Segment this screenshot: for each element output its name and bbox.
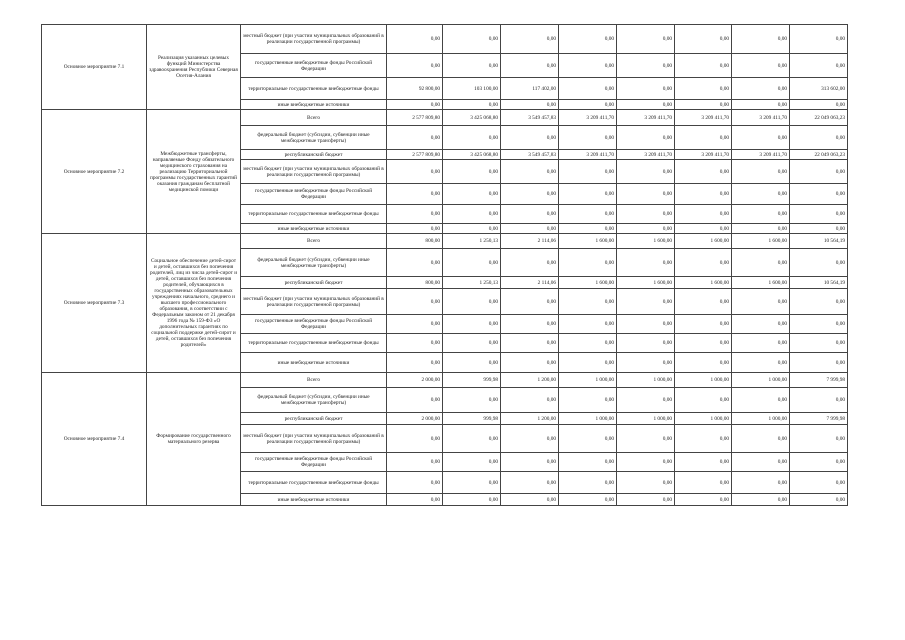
amount-cell: 0,00 — [617, 54, 675, 78]
table-row — [42, 373, 848, 388]
amount-cell: 0,00 — [675, 224, 732, 234]
amount-cell: 1 000,00 — [732, 413, 790, 425]
amount-cell: 0,00 — [732, 205, 790, 224]
amount-cell: 1 000,00 — [559, 413, 617, 425]
funding-source-cell: государственные внебюджетные фонды Российской Федерации — [241, 453, 387, 472]
funding-source-cell: местный бюджет (при участии муниципальных образований в реализации государственной программы) — [241, 25, 387, 54]
amount-cell: 0,00 — [732, 315, 790, 334]
amount-cell: 0,00 — [732, 184, 790, 205]
amount-cell: 0,00 — [790, 224, 848, 234]
amount-cell: 0,00 — [443, 224, 501, 234]
amount-cell: 0,00 — [387, 205, 443, 224]
amount-cell: 1 250,13 — [443, 277, 501, 289]
amount-cell: 1 000,00 — [617, 413, 675, 425]
funding-table — [41, 24, 848, 506]
amount-cell: 0,00 — [675, 249, 732, 277]
amount-cell: 0,00 — [387, 334, 443, 353]
amount-cell: 0,00 — [732, 453, 790, 472]
amount-cell: 0,00 — [559, 249, 617, 277]
amount-cell: 0,00 — [675, 289, 732, 315]
amount-cell: 0,00 — [387, 472, 443, 494]
funding-source-cell: территориальные государственные внебюджетные фонды — [241, 334, 387, 353]
amount-cell: 0,00 — [732, 224, 790, 234]
amount-cell: 0,00 — [501, 425, 559, 453]
amount-cell: 0,00 — [387, 289, 443, 315]
amount-cell: 0,00 — [501, 100, 559, 110]
activity-description-cell: Формирование государственного материального резерва — [147, 373, 241, 506]
amount-cell: 0,00 — [675, 78, 732, 100]
amount-cell: 0,00 — [443, 289, 501, 315]
amount-cell: 1 000,00 — [732, 373, 790, 388]
amount-cell: 0,00 — [501, 453, 559, 472]
amount-cell: 0,00 — [387, 54, 443, 78]
amount-cell: 0,00 — [732, 160, 790, 184]
amount-cell: 0,00 — [617, 25, 675, 54]
amount-cell: 313 602,00 — [790, 78, 848, 100]
amount-cell: 999,98 — [443, 373, 501, 388]
amount-cell: 0,00 — [559, 334, 617, 353]
amount-cell: 0,00 — [790, 160, 848, 184]
amount-cell: 0,00 — [387, 160, 443, 184]
amount-cell: 3 209 411,70 — [732, 110, 790, 126]
amount-cell: 3 209 411,70 — [675, 110, 732, 126]
amount-cell: 0,00 — [559, 315, 617, 334]
activity-name-cell: Основное мероприятие 7.4 — [42, 373, 147, 506]
funding-source-cell: Всего — [241, 110, 387, 126]
amount-cell: 0,00 — [501, 25, 559, 54]
amount-cell: 0,00 — [675, 25, 732, 54]
amount-cell: 0,00 — [387, 353, 443, 373]
amount-cell: 1 600,00 — [675, 234, 732, 249]
amount-cell: 0,00 — [387, 425, 443, 453]
amount-cell: 0,00 — [443, 315, 501, 334]
amount-cell: 0,00 — [790, 425, 848, 453]
amount-cell: 0,00 — [443, 472, 501, 494]
funding-source-cell: федеральный бюджет (субсидии, субвенции иные межбюджетные трансферты) — [241, 249, 387, 277]
amount-cell: 0,00 — [501, 494, 559, 506]
amount-cell: 2 000,00 — [387, 413, 443, 425]
activity-description-cell: Социальное обеспечение детей-сирот и детей, оставшихся без попечения родителей, лиц из числа детей-сирот и детей, оставшихся без попечения родителей, обучающихся в государственных образовательных учреждениях начального, среднего и высшего профессионального образования, в соответствии с Федеральным законом от 21 декабря 1996 года № 159-ФЗ «О дополнительных гарантиях по социальной поддержке детей-сирот и детей, оставшихся без попечения родителей» — [147, 234, 241, 373]
amount-cell: 0,00 — [501, 224, 559, 234]
activity-description-cell: Реализация указанных целевых функций Министерства здравоохранения Республики Северная Осетия-Алания — [147, 25, 241, 110]
amount-cell: 0,00 — [501, 472, 559, 494]
amount-cell: 3 209 411,70 — [617, 110, 675, 126]
amount-cell: 0,00 — [443, 249, 501, 277]
amount-cell: 0,00 — [732, 249, 790, 277]
amount-cell: 0,00 — [443, 453, 501, 472]
amount-cell: 0,00 — [501, 388, 559, 413]
amount-cell: 0,00 — [617, 289, 675, 315]
amount-cell: 0,00 — [559, 289, 617, 315]
amount-cell: 0,00 — [790, 249, 848, 277]
amount-cell: 0,00 — [559, 100, 617, 110]
amount-cell: 7 999,98 — [790, 413, 848, 425]
amount-cell: 0,00 — [443, 100, 501, 110]
activity-name-cell: Основное мероприятие 7.2 — [42, 110, 147, 234]
amount-cell: 0,00 — [675, 54, 732, 78]
amount-cell: 0,00 — [501, 315, 559, 334]
amount-cell: 3 209 411,70 — [559, 110, 617, 126]
amount-cell: 0,00 — [675, 100, 732, 110]
amount-cell: 0,00 — [387, 315, 443, 334]
funding-source-cell: республиканский бюджет — [241, 277, 387, 289]
funding-source-cell: федеральный бюджет (субсидии, субвенции иные межбюджетные трансферты) — [241, 126, 387, 150]
amount-cell: 3 549 457,83 — [501, 110, 559, 126]
amount-cell: 0,00 — [387, 453, 443, 472]
amount-cell: 1 000,00 — [675, 373, 732, 388]
amount-cell: 7 999,98 — [790, 373, 848, 388]
amount-cell: 0,00 — [675, 353, 732, 373]
amount-cell: 0,00 — [501, 249, 559, 277]
funding-source-cell: Всего — [241, 234, 387, 249]
amount-cell: 0,00 — [559, 388, 617, 413]
amount-cell: 0,00 — [790, 184, 848, 205]
amount-cell: 0,00 — [559, 78, 617, 100]
amount-cell: 0,00 — [443, 334, 501, 353]
funding-source-cell: иные внебюджетные источники — [241, 100, 387, 110]
amount-cell: 1 600,00 — [559, 234, 617, 249]
funding-source-cell: иные внебюджетные источники — [241, 224, 387, 234]
amount-cell: 3 209 411,70 — [559, 150, 617, 160]
amount-cell: 1 600,00 — [617, 234, 675, 249]
funding-source-cell: местный бюджет (при участии муниципальных образований в реализации государственной программы) — [241, 289, 387, 315]
amount-cell: 2 114,06 — [501, 277, 559, 289]
funding-source-cell: республиканский бюджет — [241, 150, 387, 160]
amount-cell: 0,00 — [675, 184, 732, 205]
amount-cell: 0,00 — [443, 126, 501, 150]
amount-cell: 0,00 — [559, 453, 617, 472]
amount-cell: 0,00 — [617, 224, 675, 234]
amount-cell: 0,00 — [617, 249, 675, 277]
funding-source-cell: территориальные государственные внебюджетные фонды — [241, 205, 387, 224]
activity-name-cell: Основное мероприятие 7.3 — [42, 234, 147, 373]
amount-cell: 3 549 457,83 — [501, 150, 559, 160]
amount-cell: 0,00 — [387, 126, 443, 150]
amount-cell: 0,00 — [387, 494, 443, 506]
amount-cell: 10 564,19 — [790, 234, 848, 249]
amount-cell: 1 000,00 — [617, 373, 675, 388]
funding-source-cell: местный бюджет (при участии муниципальных образований в реализации государственной программы) — [241, 425, 387, 453]
amount-cell: 0,00 — [559, 160, 617, 184]
amount-cell: 92 800,00 — [387, 78, 443, 100]
funding-source-cell: территориальные государственные внебюджетные фонды — [241, 472, 387, 494]
amount-cell: 0,00 — [790, 289, 848, 315]
funding-source-cell: иные внебюджетные источники — [241, 353, 387, 373]
amount-cell: 0,00 — [790, 472, 848, 494]
amount-cell: 0,00 — [732, 100, 790, 110]
funding-table-body — [42, 25, 848, 506]
amount-cell: 0,00 — [732, 353, 790, 373]
amount-cell: 3 209 411,70 — [675, 150, 732, 160]
amount-cell: 0,00 — [501, 289, 559, 315]
amount-cell: 0,00 — [732, 388, 790, 413]
amount-cell: 2 577 809,80 — [387, 110, 443, 126]
amount-cell: 0,00 — [732, 78, 790, 100]
amount-cell: 0,00 — [617, 334, 675, 353]
amount-cell: 0,00 — [617, 205, 675, 224]
amount-cell: 0,00 — [617, 160, 675, 184]
funding-source-cell: иные внебюджетные источники — [241, 494, 387, 506]
funding-source-cell: Всего — [241, 373, 387, 388]
amount-cell: 0,00 — [790, 353, 848, 373]
amount-cell: 0,00 — [387, 249, 443, 277]
amount-cell: 0,00 — [501, 205, 559, 224]
amount-cell: 999,98 — [443, 413, 501, 425]
amount-cell: 2 000,00 — [387, 373, 443, 388]
amount-cell: 0,00 — [675, 425, 732, 453]
amount-cell: 117 402,00 — [501, 78, 559, 100]
amount-cell: 2 114,06 — [501, 234, 559, 249]
amount-cell: 0,00 — [387, 184, 443, 205]
amount-cell: 0,00 — [617, 353, 675, 373]
amount-cell: 0,00 — [675, 126, 732, 150]
amount-cell: 0,00 — [443, 494, 501, 506]
amount-cell: 0,00 — [443, 160, 501, 184]
amount-cell: 0,00 — [501, 353, 559, 373]
amount-cell: 0,00 — [559, 25, 617, 54]
amount-cell: 0,00 — [675, 160, 732, 184]
amount-cell: 0,00 — [387, 100, 443, 110]
amount-cell: 0,00 — [732, 425, 790, 453]
funding-source-cell: местный бюджет (при участии муниципальных образований в реализации государственной программы) — [241, 160, 387, 184]
amount-cell: 0,00 — [617, 388, 675, 413]
amount-cell: 3 209 411,70 — [732, 150, 790, 160]
table-row — [42, 110, 848, 126]
amount-cell: 0,00 — [501, 160, 559, 184]
amount-cell: 0,00 — [790, 315, 848, 334]
funding-source-cell: федеральный бюджет (субсидии, субвенции иные межбюджетные трансферты) — [241, 388, 387, 413]
amount-cell: 0,00 — [790, 205, 848, 224]
amount-cell: 1 250,13 — [443, 234, 501, 249]
amount-cell: 0,00 — [617, 126, 675, 150]
amount-cell: 0,00 — [617, 425, 675, 453]
amount-cell: 0,00 — [501, 334, 559, 353]
amount-cell: 0,00 — [732, 25, 790, 54]
amount-cell: 0,00 — [559, 205, 617, 224]
amount-cell: 0,00 — [675, 315, 732, 334]
amount-cell: 0,00 — [501, 54, 559, 78]
amount-cell: 800,00 — [387, 234, 443, 249]
amount-cell: 2 577 809,80 — [387, 150, 443, 160]
funding-source-cell: республиканский бюджет — [241, 413, 387, 425]
amount-cell: 0,00 — [675, 494, 732, 506]
amount-cell: 1 600,00 — [732, 234, 790, 249]
amount-cell: 0,00 — [732, 126, 790, 150]
amount-cell: 0,00 — [387, 224, 443, 234]
amount-cell: 0,00 — [617, 315, 675, 334]
amount-cell: 0,00 — [443, 184, 501, 205]
amount-cell: 1 600,00 — [559, 277, 617, 289]
amount-cell: 0,00 — [617, 453, 675, 472]
amount-cell: 0,00 — [617, 78, 675, 100]
amount-cell: 10 564,19 — [790, 277, 848, 289]
amount-cell: 0,00 — [501, 126, 559, 150]
amount-cell: 0,00 — [559, 224, 617, 234]
amount-cell: 0,00 — [675, 388, 732, 413]
funding-source-cell: государственные внебюджетные фонды Российской Федерации — [241, 184, 387, 205]
amount-cell: 0,00 — [732, 494, 790, 506]
amount-cell: 1 600,00 — [732, 277, 790, 289]
amount-cell: 0,00 — [617, 184, 675, 205]
amount-cell: 800,00 — [387, 277, 443, 289]
amount-cell: 0,00 — [675, 453, 732, 472]
amount-cell: 0,00 — [559, 353, 617, 373]
amount-cell: 103 100,00 — [443, 78, 501, 100]
amount-cell: 3 425 068,80 — [443, 110, 501, 126]
amount-cell: 0,00 — [559, 494, 617, 506]
amount-cell: 0,00 — [559, 184, 617, 205]
amount-cell: 0,00 — [617, 472, 675, 494]
amount-cell: 22 049 063,23 — [790, 150, 848, 160]
amount-cell: 0,00 — [732, 472, 790, 494]
amount-cell: 0,00 — [732, 54, 790, 78]
amount-cell: 1 200,00 — [501, 413, 559, 425]
amount-cell: 3 425 068,80 — [443, 150, 501, 160]
amount-cell: 0,00 — [617, 100, 675, 110]
amount-cell: 0,00 — [443, 388, 501, 413]
amount-cell: 0,00 — [443, 205, 501, 224]
amount-cell: 0,00 — [732, 289, 790, 315]
amount-cell: 0,00 — [790, 54, 848, 78]
amount-cell: 0,00 — [559, 472, 617, 494]
amount-cell: 0,00 — [675, 205, 732, 224]
amount-cell: 0,00 — [387, 25, 443, 54]
amount-cell: 0,00 — [675, 334, 732, 353]
amount-cell: 3 209 411,70 — [617, 150, 675, 160]
amount-cell: 0,00 — [443, 54, 501, 78]
amount-cell: 0,00 — [559, 425, 617, 453]
amount-cell: 0,00 — [443, 25, 501, 54]
activity-description-cell: Межбюджетные трансферты, направляемые Фонду обязательного медицинского страхования на реализацию Территориальной программы государственных гарантий оказания гражданам бесплатной медицинской помощи — [147, 110, 241, 234]
amount-cell: 0,00 — [790, 25, 848, 54]
amount-cell: 1 600,00 — [675, 277, 732, 289]
amount-cell: 0,00 — [501, 184, 559, 205]
amount-cell: 0,00 — [443, 425, 501, 453]
amount-cell: 0,00 — [790, 126, 848, 150]
amount-cell: 0,00 — [559, 54, 617, 78]
amount-cell: 0,00 — [675, 472, 732, 494]
amount-cell: 0,00 — [790, 453, 848, 472]
amount-cell: 0,00 — [443, 353, 501, 373]
amount-cell: 22 049 063,23 — [790, 110, 848, 126]
amount-cell: 1 200,00 — [501, 373, 559, 388]
amount-cell: 0,00 — [559, 126, 617, 150]
amount-cell: 1 000,00 — [559, 373, 617, 388]
amount-cell: 0,00 — [790, 494, 848, 506]
funding-source-cell: государственные внебюджетные фонды Российской Федерации — [241, 54, 387, 78]
amount-cell: 1 600,00 — [617, 277, 675, 289]
amount-cell: 0,00 — [790, 388, 848, 413]
amount-cell: 0,00 — [790, 334, 848, 353]
table-row — [42, 234, 848, 249]
funding-source-cell: территориальные государственные внебюджетные фонды — [241, 78, 387, 100]
amount-cell: 0,00 — [732, 334, 790, 353]
amount-cell: 0,00 — [617, 494, 675, 506]
amount-cell: 1 000,00 — [675, 413, 732, 425]
amount-cell: 0,00 — [387, 388, 443, 413]
amount-cell: 0,00 — [790, 100, 848, 110]
table-row — [42, 25, 848, 54]
activity-name-cell: Основное мероприятие 7.1 — [42, 25, 147, 110]
funding-source-cell: государственные внебюджетные фонды Российской Федерации — [241, 315, 387, 334]
